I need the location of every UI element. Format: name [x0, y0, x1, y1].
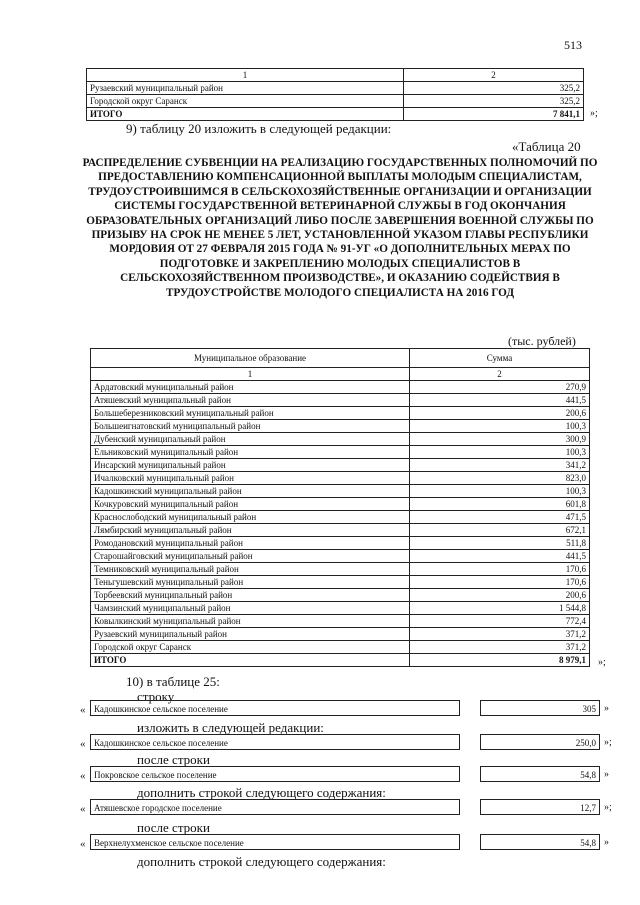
table-row	[91, 576, 590, 589]
municipality-name: Краснослободский муниципальный район	[91, 511, 410, 524]
table-row	[91, 641, 590, 654]
table-row	[87, 69, 584, 82]
municipality-sum: 100,3	[410, 446, 590, 459]
municipality-sum: 300,9	[410, 433, 590, 446]
settlement-name: Атяшевское городское поселение	[90, 799, 460, 815]
table-cell: 325,2	[404, 95, 584, 108]
table-cell: 2	[404, 69, 584, 82]
municipality-name: Городской округ Саранск	[91, 641, 410, 654]
box-row-5	[80, 834, 609, 852]
column-header-municipality: Муниципальное образование	[91, 349, 410, 368]
municipality-name: Лямбирский муниципальный район	[91, 524, 410, 537]
settlement-name: Покровское сельское поселение	[90, 766, 460, 782]
municipality-name: Теньгушевский муниципальный район	[91, 576, 410, 589]
municipality-name: Ромодановский муниципальный район	[91, 537, 410, 550]
table-row	[91, 433, 590, 446]
closing-quote: »;	[590, 108, 598, 119]
settlement-name: Кадошкинское сельское поселение	[90, 700, 460, 716]
municipality-name: Большеберезниковский муниципальный район	[91, 407, 410, 420]
municipality-sum: 471,5	[410, 511, 590, 524]
municipality-name: Торбеевский муниципальный район	[91, 589, 410, 602]
municipality-name: Атяшевский муниципальный район	[91, 394, 410, 407]
total-value: 8 979,1	[410, 654, 590, 667]
municipality-name: Ковылкинский муниципальный район	[91, 615, 410, 628]
total-value: 7 841,1	[404, 108, 584, 121]
table-reference: «Таблица 20	[512, 139, 581, 154]
table-row	[91, 563, 590, 576]
municipality-name: Ардатовский муниципальный район	[91, 381, 410, 394]
table-row	[91, 511, 590, 524]
main-table-body	[91, 381, 590, 654]
table-row	[91, 485, 590, 498]
settlement-value: 54,8	[480, 834, 600, 850]
municipality-name: Большеигнатовский муниципальный район	[91, 420, 410, 433]
instruction-line: дополнить строкой следующего содержания:	[137, 854, 386, 869]
table-row	[91, 472, 590, 485]
open-quote: «	[80, 738, 86, 750]
settlement-value: 54,8	[480, 766, 600, 782]
page-number: 513	[564, 38, 582, 52]
municipality-name: Темниковский муниципальный район	[91, 563, 410, 576]
municipality-sum: 1 544,8	[410, 602, 590, 615]
box-row-3	[80, 766, 609, 784]
municipality-sum: 441,5	[410, 550, 590, 563]
instruction-line: дополнить строкой следующего содержания:	[137, 785, 386, 800]
municipality-name: Ельниковский муниципальный район	[91, 446, 410, 459]
box-row-1	[80, 700, 609, 718]
municipality-sum: 270,9	[410, 381, 590, 394]
table-cell: 325,2	[404, 82, 584, 95]
table-row	[87, 95, 584, 108]
units-label: (тыс. рублей)	[508, 334, 576, 348]
table-row	[91, 420, 590, 433]
municipality-sum: 170,6	[410, 563, 590, 576]
box-row-4	[80, 799, 612, 817]
item-10: 10) в таблице 25:	[126, 674, 220, 689]
table-row	[91, 615, 590, 628]
settlement-name: Кадошкинское сельское поселение	[90, 734, 460, 750]
close-quote: »;	[604, 802, 612, 813]
settlement-value: 305	[480, 700, 600, 716]
table-row	[91, 589, 590, 602]
total-label: ИТОГО	[87, 108, 404, 121]
table-row	[91, 446, 590, 459]
closing-quote: »;	[598, 657, 606, 668]
settlement-value: 12,7	[480, 799, 600, 815]
municipality-name: Чамзинский муниципальный район	[91, 602, 410, 615]
instruction-line: после строки	[137, 820, 210, 835]
municipality-sum: 823,0	[410, 472, 590, 485]
open-quote: «	[80, 770, 86, 782]
municipality-sum: 341,2	[410, 459, 590, 472]
box-row-2	[80, 734, 612, 752]
municipality-sum: 371,2	[410, 628, 590, 641]
municipality-sum: 772,4	[410, 615, 590, 628]
municipality-sum: 441,5	[410, 394, 590, 407]
municipality-sum: 100,3	[410, 485, 590, 498]
municipality-sum: 170,6	[410, 576, 590, 589]
main-table	[90, 348, 590, 667]
open-quote: «	[80, 704, 86, 716]
table-cell: 1	[87, 69, 404, 82]
table-row	[91, 459, 590, 472]
table-row	[91, 368, 590, 381]
settlement-value: 250,0	[480, 734, 600, 750]
column-number: 2	[410, 368, 590, 381]
table-row	[91, 537, 590, 550]
table-cell: Городской округ Саранск	[87, 95, 404, 108]
municipality-sum: 601,8	[410, 498, 590, 511]
municipality-sum: 511,8	[410, 537, 590, 550]
instruction-line: после строки	[137, 752, 210, 767]
municipality-name: Инсарский муниципальный район	[91, 459, 410, 472]
instruction-line: изложить в следующей редакции:	[137, 720, 324, 735]
open-quote: «	[80, 803, 86, 815]
table-row	[91, 381, 590, 394]
table-row	[91, 498, 590, 511]
municipality-name: Ичалковский муниципальный район	[91, 472, 410, 485]
close-quote: »	[604, 703, 609, 714]
municipality-name: Кадошкинский муниципальный район	[91, 485, 410, 498]
table-row	[91, 407, 590, 420]
table-row	[91, 654, 590, 667]
municipality-sum: 200,6	[410, 407, 590, 420]
municipality-name: Кочкуровский муниципальный район	[91, 498, 410, 511]
table-row	[87, 108, 584, 121]
table-title: РАСПРЕДЕЛЕНИЕ СУБВЕНЦИИ НА РЕАЛИЗАЦИЮ ГОСУДАРСТВЕННЫХ ПОЛНОМОЧИЙ ПО ПРЕДОСТАВЛЕНИЮ КОМПЕНСАЦИОННОЙ ВЫПЛАТЫ МОЛОДЫМ СПЕЦИАЛИСТАМ, ТРУДОУСТРОИВШИМСЯ В СЕЛЬСКОХОЗЯЙСТВЕННЫЕ ОРГАНИЗАЦИИ И ОРГАНИЗАЦИИ СИСТЕМЫ ГОСУДАРСТВЕННОЙ ВЕТЕРИНАРНОЙ СЛУЖБЫ В ГОД ОКОНЧАНИЯ ОБРАЗОВАТЕЛЬНЫХ ОРГАНИЗАЦИЙ ЛИБО ПОСЛЕ ЗАВЕРШЕНИЯ ВОЕННОЙ СЛУЖБЫ ПО ПРИЗЫВУ НА СРОК НЕ МЕНЕЕ 5 ЛЕТ, УСТАНОВЛЕННОЙ УКАЗОМ ГЛАВЫ РЕСПУБЛИКИ МОРДОВИЯ ОТ 27 ФЕВРАЛЯ 2015 ГОДА № 91-УГ «О ДОПОЛНИТЕЛЬНЫХ МЕРАХ ПО ПОДГОТОВКЕ И ЗАКРЕПЛЕНИЮ МОЛОДЫХ СПЕЦИАЛИСТОВ В СЕЛЬСКОХОЗЯЙСТВЕННОМ ПРОИЗВОДСТВЕ», И ОКАЗАНИЮ СОДЕЙСТВИЯ В ТРУДОУСТРОЙСТВЕ МОЛОДОГО СПЕЦИАЛИСТА НА 2016 ГОД	[82, 157, 598, 299]
table-header-row	[91, 349, 590, 368]
close-quote: »	[604, 769, 609, 780]
close-quote: »	[604, 837, 609, 848]
municipality-sum: 672,1	[410, 524, 590, 537]
municipality-sum: 100,3	[410, 420, 590, 433]
top-table	[86, 68, 584, 121]
municipality-name: Дубенский муниципальный район	[91, 433, 410, 446]
table-row	[91, 550, 590, 563]
open-quote: «	[80, 838, 86, 850]
table-row	[91, 602, 590, 615]
table-cell: Рузаевский муниципальный район	[87, 82, 404, 95]
municipality-name: Старошайговский муниципальный район	[91, 550, 410, 563]
column-number: 1	[91, 368, 410, 381]
instruction-line: строку	[137, 689, 175, 704]
table-row	[91, 394, 590, 407]
table-row	[91, 524, 590, 537]
close-quote: »;	[604, 737, 612, 748]
table-row	[91, 628, 590, 641]
table-row	[87, 82, 584, 95]
municipality-sum: 200,6	[410, 589, 590, 602]
item-9: 9) таблицу 20 изложить в следующей редакции:	[126, 121, 392, 136]
municipality-name: Рузаевский муниципальный район	[91, 628, 410, 641]
settlement-name: Верхнелухменское сельское поселение	[90, 834, 460, 850]
column-header-sum: Сумма	[410, 349, 590, 368]
municipality-sum: 371,2	[410, 641, 590, 654]
total-label: ИТОГО	[91, 654, 410, 667]
